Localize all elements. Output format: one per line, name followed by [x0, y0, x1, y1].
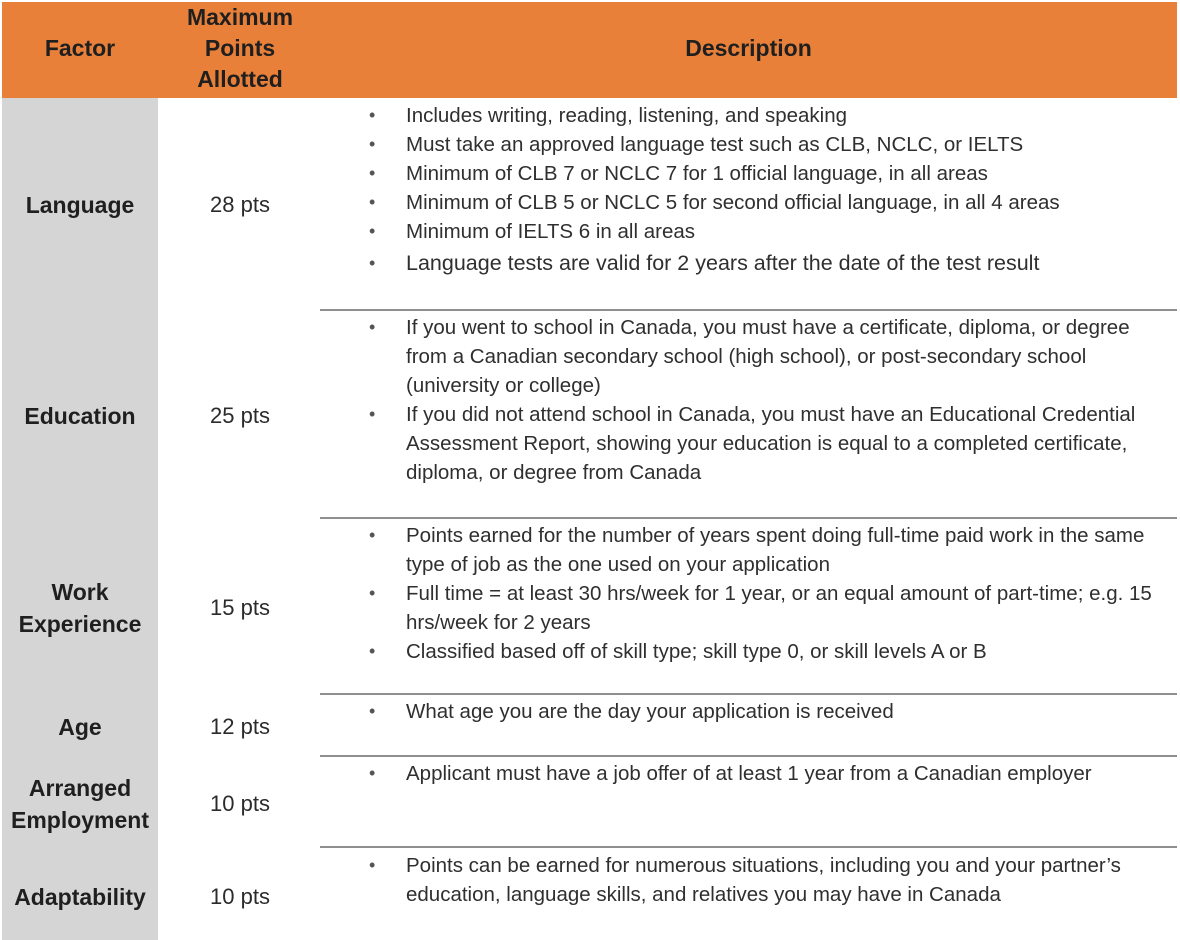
header-description: Description: [685, 34, 812, 61]
list-item: • Minimum of CLB 7 or NCLC 7 for 1 official language, in all areas: [320, 159, 1170, 188]
factor-education: Education: [24, 403, 136, 429]
row-divider: [320, 309, 1177, 311]
points-adaptability: 10 pts: [210, 884, 270, 909]
list-item: • Points earned for the number of years spent doing full-time paid work in the same type of job as the one used on your application: [320, 521, 1170, 579]
list-item: • Minimum of CLB 5 or NCLC 5 for second official language, in all 4 areas: [320, 188, 1170, 217]
row-divider: [320, 517, 1177, 519]
description-arranged-employment: [320, 759, 1170, 788]
description-work-experience: [320, 521, 1170, 666]
factor-arranged-employment: Arranged Employment: [10, 775, 150, 833]
factor-age: Age: [58, 714, 102, 740]
row-divider: [320, 755, 1177, 757]
list-item: • Must take an approved language test such as CLB, NCLC, or IELTS: [320, 130, 1170, 159]
factor-adaptability: Adaptability: [14, 884, 146, 910]
list-item: • Points can be earned for numerous situations, including you and your partner’s education, language skills, and relatives you may have in Canada: [320, 851, 1170, 909]
description-language: [320, 101, 1170, 278]
points-language: 28 pts: [210, 192, 270, 217]
description-education: [320, 313, 1170, 487]
row-divider: [320, 693, 1177, 695]
points-work-experience: 15 pts: [210, 595, 270, 620]
factor-work-experience: Work Experience: [18, 579, 142, 637]
points-arranged-employment: 10 pts: [210, 791, 270, 816]
list-item: • Language tests are valid for 2 years after the date of the test result: [320, 249, 1170, 278]
list-item: • If you went to school in Canada, you must have a certificate, diploma, or degree from a Canadian secondary school (high school), or post-secondary school (university or college): [320, 313, 1170, 400]
header-max-points: Maximum Points Allotted: [186, 3, 294, 92]
row-divider: [320, 846, 1177, 848]
factor-language: Language: [25, 192, 135, 218]
list-item: • Applicant must have a job offer of at least 1 year from a Canadian employer: [320, 759, 1170, 788]
list-item: • Includes writing, reading, listening, and speaking: [320, 101, 1170, 130]
list-item: • Classified based off of skill type; skill type 0, or skill levels A or B: [320, 637, 1170, 666]
points-education: 25 pts: [210, 403, 270, 428]
description-adaptability: [320, 851, 1170, 909]
list-item: • If you did not attend school in Canada, you must have an Educational Credential Assessment Report, showing your education is equal to a completed certificate, diploma, or degree from Canada: [320, 400, 1170, 487]
header-factor: Factor: [44, 34, 116, 61]
points-age: 12 pts: [210, 714, 270, 739]
list-item: • Full time = at least 30 hrs/week for 1 year, or an equal amount of part-time; e.g. 15 hrs/week for 2 years: [320, 579, 1170, 637]
list-item: • What age you are the day your application is received: [320, 697, 1170, 726]
description-age: [320, 697, 1170, 726]
list-item: • Minimum of IELTS 6 in all areas: [320, 217, 1170, 246]
